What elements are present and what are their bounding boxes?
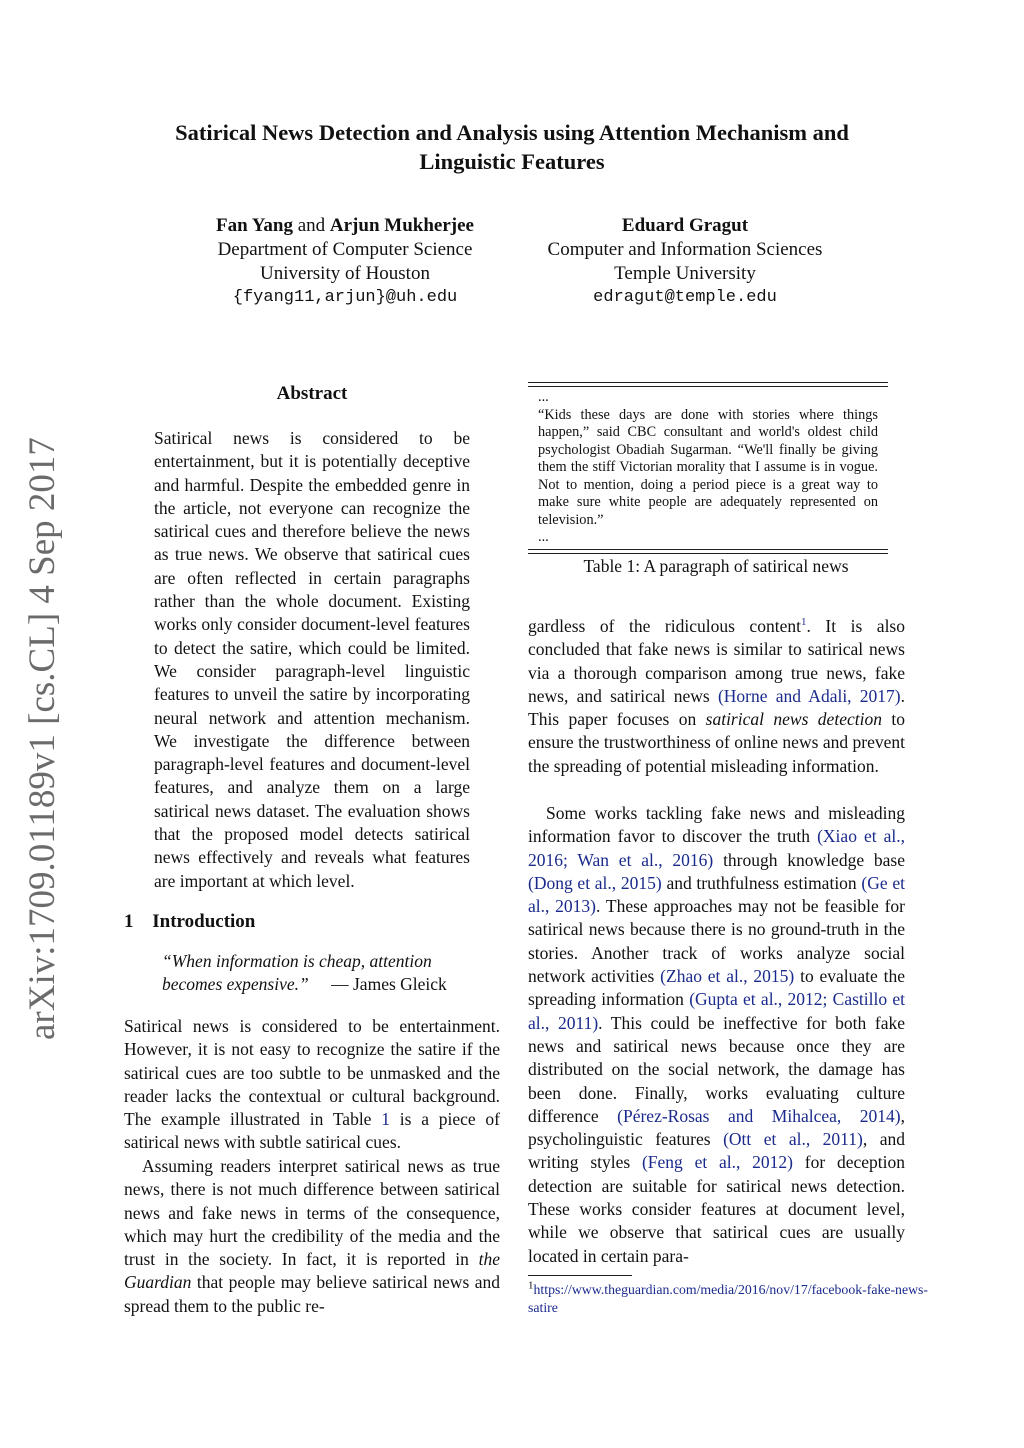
table-1 xyxy=(528,382,888,554)
table-ref-link[interactable]: 1 xyxy=(381,1109,390,1130)
citation-dong[interactable]: (Dong et al., 2015) xyxy=(528,872,662,893)
rp1-emphasis: satirical news detection xyxy=(705,709,882,730)
citation-feng[interactable]: (Feng et al., 2012) xyxy=(641,1152,793,1173)
author-email-right: edragut@temple.edu xyxy=(593,288,777,307)
rp2-text-a: Some works tackling fake news and misleading information favor to discover the truth xyxy=(528,803,905,847)
section-number: 1 xyxy=(124,911,134,932)
author-email: {fyang11,arjun}@uh.edu xyxy=(232,288,458,307)
intro-p2-text-a: Assuming readers interpret satirical news as true news, there is not much difference between satirical news and fake news in terms of the consequence, which may hurt the credibility of the media and the trust in the society. In fact, it is reported in xyxy=(124,1156,500,1270)
rp1-text-c: . This paper focuses on xyxy=(528,685,906,730)
rp1-text-a: gardless of the ridiculous content xyxy=(528,616,801,636)
arxiv-stamp: arXiv:1709.01189v1 [cs.CL] 4 Sep 2017 xyxy=(22,437,63,1040)
epigraph-line-2 xyxy=(162,973,472,996)
citation-zhao[interactable]: (Zhao et al., 2015) xyxy=(660,966,795,987)
rp2-text-b: through knowledge base xyxy=(723,849,905,870)
right-paragraph-1 xyxy=(528,615,905,778)
footnote-marker[interactable]: 1 xyxy=(800,616,807,629)
author-name-2: Arjun Mukherjee xyxy=(329,215,474,236)
table-bottom-rule xyxy=(528,549,888,554)
author-names xyxy=(180,214,510,238)
intro-p1-text-b: is a piece of satirical news with subtle satirical cues. xyxy=(124,1109,501,1153)
table-ellipsis-top: ... xyxy=(538,389,549,405)
rp2-text-f: . This could be ineffective for both fake news and satirical news because once they are distributed on the social network, the damage has been done. Finally, works evaluating culture difference xyxy=(528,1012,905,1126)
section-title: Introduction xyxy=(152,911,256,932)
footnote-number: 1 xyxy=(528,1279,534,1292)
intro-paragraph-1 xyxy=(124,1015,500,1155)
epigraph-line-2-text: becomes expensive.” xyxy=(162,974,309,994)
author-name-1: Fan Yang xyxy=(216,215,293,236)
author-block-left xyxy=(180,214,510,310)
footnote xyxy=(528,1281,938,1317)
author-dept-right: Computer and Information Sciences xyxy=(547,239,823,260)
rp2-text-e: to evaluate the spreading information xyxy=(528,966,905,1010)
right-paragraph-2 xyxy=(528,802,905,1268)
citation-ge[interactable]: (Ge et al., 2013) xyxy=(528,872,905,917)
section-heading-introduction xyxy=(124,911,255,933)
intro-p1-text-a: Satirical news is considered to be entertainment. However, it is not easy to recognize the satire if the satirical cues are too subtle to be unmasked and the reader lacks the contextual or cultural background. The example illustrated in Table xyxy=(124,1016,500,1130)
table-top-rule xyxy=(528,382,888,387)
table-quote-text: “Kids these days are done with stories where things happen,” said CBC consultant and world's oldest child psychologist Obadiah Sugarman. “We'll finally be giving them the stiff Victorian morality that I assume is in vogue. Not to mention, doing a period piece is a great way to make sure white people are adequately represented on television.” xyxy=(538,406,878,528)
abstract-title: Abstract xyxy=(276,383,348,404)
citation-horne[interactable]: (Horne and Adali, 2017) xyxy=(717,685,901,706)
rp2-text-g: , psycholinguistic features xyxy=(528,1105,905,1150)
rp2-text-c: and truthfulness estimation xyxy=(666,872,857,893)
title-line-2: Linguistic Features xyxy=(419,149,605,174)
intro-p2-emphasis: the Guardian xyxy=(124,1249,501,1293)
intro-paragraph-2 xyxy=(124,1155,500,1318)
epigraph-line-1: “When information is cheap, attention xyxy=(162,951,432,971)
table-ellipsis-bottom: ... xyxy=(538,529,549,545)
title-line-1: Satirical News Detection and Analysis using Attention Mechanism and xyxy=(175,120,849,145)
rp1-text-b: . It is also concluded that fake news is similar to satirical news via a thorough comparison among true news, fake news, and satirical news xyxy=(528,616,905,706)
author-name-3: Eduard Gragut xyxy=(621,215,749,236)
citation-xiao-wan[interactable]: (Xiao et al., 2016; Wan et al., 2016) xyxy=(528,826,906,870)
author-and: and xyxy=(297,215,326,236)
author-univ: University of Houston xyxy=(260,263,430,284)
abstract-text: Satirical news is considered to be entertainment, but it is potentially deceptive and harmful. Despite the embedded genre in the article, not everyone can recognize the satirical cues and therefore believe the news as true news. We observe that satirical cues are often reflected in certain paragraphs rather than the whole document. Existing works only consider document-level features to detect the satire, which could be limited. We consider paragraph-level linguistic features to unveil the satire by incorporating neural network and attention mechanism. We investigate the difference between paragraph-level features and document-level features, and analyze them on a large satirical news dataset. The evaluation shows that the proposed model detects satirical news effectively and reveals what features are important at which level. xyxy=(154,428,470,891)
rp2-text-h: , and writing styles xyxy=(528,1129,905,1173)
author-univ-right: Temple University xyxy=(614,263,756,284)
rp2-text-i: for deception detection are suitable for satirical news detection. These works consider features at document level, while we observe that satirical cues are usually located in certain para- xyxy=(528,1152,905,1266)
epigraph xyxy=(162,950,472,996)
rp1-text-d: to ensure the trustworthiness of online news and prevent the spreading of potential misleading information. xyxy=(528,709,905,776)
paper-title xyxy=(100,118,924,176)
citation-ott[interactable]: (Ott et al., 2011) xyxy=(723,1129,863,1150)
footnote-url-link[interactable]: https://www.theguardian.com/media/2016/nov/17/facebook-fake-news-satire xyxy=(528,1282,929,1315)
author-block-right xyxy=(520,214,850,310)
table-caption: Table 1: A paragraph of satirical news xyxy=(583,556,849,576)
intro-p2-text-b: that people may believe satirical news and spread them to the public re- xyxy=(124,1272,501,1316)
citation-gupta-castillo[interactable]: (Gupta et al., 2012; Castillo et al., 2011) xyxy=(528,989,906,1033)
citation-perez-rosas[interactable]: (Pérez-Rosas and Mihalcea, 2014) xyxy=(617,1105,901,1126)
epigraph-author: — James Gleick xyxy=(331,974,447,994)
author-dept: Department of Computer Science xyxy=(217,239,473,260)
rp2-text-d: . These approaches may not be feasible for satirical news because there is no ground-truth in the stories. Another track of works analyze social network activities xyxy=(528,896,905,987)
footnote-rule xyxy=(528,1275,632,1276)
